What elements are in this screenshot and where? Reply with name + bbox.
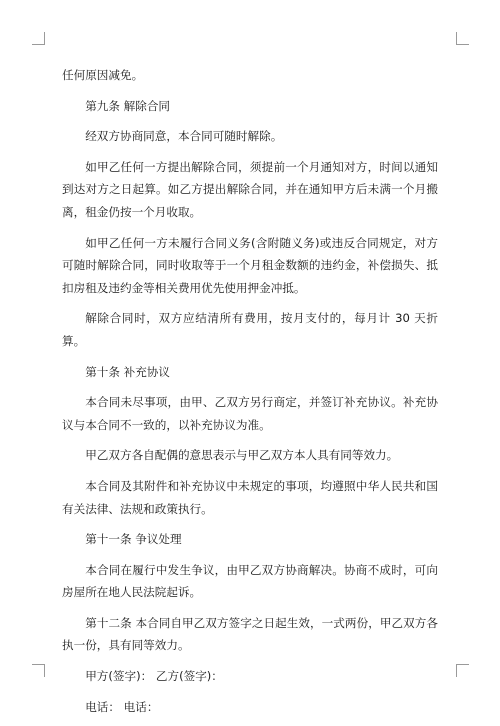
paragraph-spouse-effect: 甲乙双方各自配偶的意思表示与甲乙双方本人具有同等效力。 [85,448,399,463]
crop-mark-bottom-left [32,664,45,677]
phone-line: 电话： 电话： [85,699,159,714]
paragraph-mutual-termination: 经双方协商同意，本合同可随时解除。 [85,129,283,144]
crop-mark-top-right [456,32,469,45]
paragraph-breach-penalty: 如甲乙任何一方未履行合同义务(含附随义务)或违反合同规定，对方可随时解除合同，同时收取等于一个月租金数额的违约金，补偿损失、抵扣房租及违约金等相关费用优先使用押金冲抵。 [62,235,438,295]
crop-mark-bottom-right [456,664,469,677]
document-body [62,64,438,726]
signature-line: 甲方(签字)： 乙方(签字)： [85,669,223,684]
paragraph-applicable-law: 本合同及其附件和补充协议中未规定的事项，均遵照中华人民共和国有关法律、法规和政策执行。 [62,478,438,516]
crop-mark-top-left [32,32,45,45]
heading-article-11: 第十一条 争议处理 [85,532,182,547]
paragraph-carryover: 任何原因减免。 [62,68,144,82]
heading-article-10: 第十条 补充协议 [85,364,171,379]
paragraph-termination-notice: 如甲乙任何一方提出解除合同，须提前一个月通知对方，时间以通知到达对方之日起算。如乙方提出解除合同，并在通知甲方后未满一个月搬离，租金仍按一个月收取。 [62,159,438,219]
paragraph-dispute-resolution: 本合同在履行中发生争议，由甲乙双方协商解决。协商不成时，可向房屋所在地人民法院起诉。 [62,562,438,600]
paragraph-supplementary-agreement: 本合同未尽事项，由甲、乙双方另行商定，并签订补充协议。补充协议与本合同不一致的，以补充协议为准。 [62,395,438,432]
heading-article-9: 第九条 解除合同 [85,98,171,113]
paragraph-settlement: 解除合同时，双方应结清所有费用，按月支付的，每月计 30 天折算。 [62,311,438,348]
paragraph-article-12-effective: 第十二条 本合同自甲乙双方签字之日起生效，一式两份，甲乙双方各执一份，具有同等效力。 [62,615,438,653]
